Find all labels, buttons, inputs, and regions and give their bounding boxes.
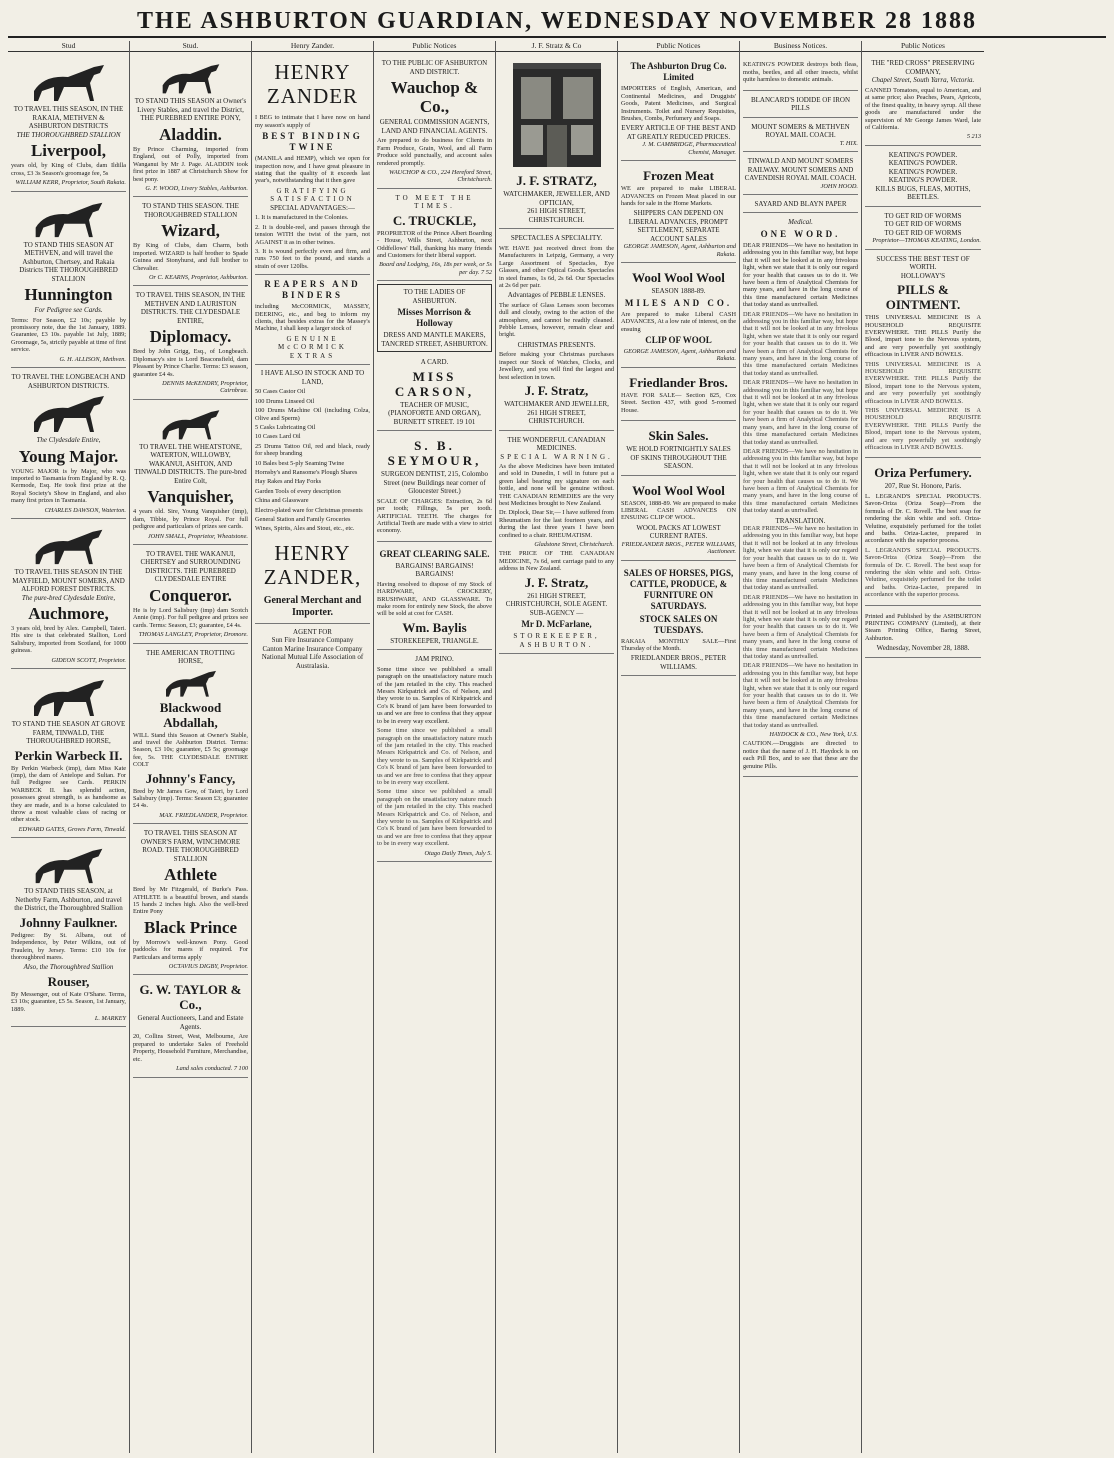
ad-mail-coach xyxy=(743,120,858,152)
ad-signature: 5 213 xyxy=(966,133,981,141)
ad-body-continued: L. LEGRAND'S SPECIAL PRODUCTS. Savon-Oriza (Oriza Soap)—From the formula of Dr. C. Rovell. The best soap for rendering the skin white and soft. Oriza-Velutine, exquisitely perfumed for the toilet and baths. Oriza-Lactee, prepared in accordance with the superior process. xyxy=(865,546,981,599)
ad-body: L. LEGRAND'S SPECIAL PRODUCTS. Savon-Oriza (Oriza Soap)—From the formula of Dr. C. Rovell. The best soap for rendering the skin white and soft. Oriza-Velutine, exquisitely perfumed for the toilet and baths. Oriza-Lactee, prepared in accordance with the superior process. xyxy=(865,492,981,545)
ad-body: WILL Stand this Season at Owner's Stable, and travel the Ashburton District. Terms: Season, £3 10s; guarantee, £5 5s; groomage fee, 5s. THE CLYDESDALE ENTIRE COLT xyxy=(133,731,248,769)
section-heading: CHRISTMAS PRESENTS. xyxy=(517,340,596,349)
ad-sub: For Pedigree see Cards. xyxy=(34,306,103,315)
stallion-name: Perkin Warbeck II. xyxy=(14,747,123,763)
firm-sub: STOREKEEPER, TRIANGLE. xyxy=(390,636,479,645)
firm-name: J. F. Stratz, xyxy=(524,383,589,398)
ad-wizard xyxy=(133,199,248,286)
ad-body: CANNED Tomatoes, equal to American, and at same price; also Peaches, Pears, Apricots, of the finest quality, in heavy syrup. All these goods are manufactured under the supervision of Mr George James Ward, late of California. xyxy=(865,86,981,131)
ad-frozen-meat xyxy=(621,163,736,263)
firm-name: C. TRUCKLE, xyxy=(392,212,477,228)
stallion-name-2: Rouser, xyxy=(47,973,90,989)
ad-signature: G. H. ALLISON, Methven. xyxy=(59,355,126,363)
divider xyxy=(255,274,370,275)
ad-signature: JOHN SMALL, Proprietor, Wheatstone. xyxy=(147,532,248,540)
ad-intro: TO TRAVEL THIS SEASON, IN THE METHVEN AND LAURISTON DISTRICTS. THE CLYDESDALE ENTIRE, xyxy=(135,291,246,325)
ad-young-major xyxy=(11,370,126,519)
ad-body: Are prepared to do business for Clients in Farm Produce, Grain, Wool, and all Farm Produce sold punctually, and account sales rendered promptly. xyxy=(377,137,492,167)
ad-body-2: by Morrow's well-known Pony. Good paddocks for mares if required. For Particulars and terms apply xyxy=(133,938,248,961)
ad-intro: THE AMERICAN TROTTING HORSE, xyxy=(146,648,235,666)
ad-signature: HAYDOCK & CO., New York, U.S. xyxy=(769,731,858,739)
divider xyxy=(255,364,370,365)
ad-wauchop xyxy=(377,56,492,188)
worms-line: TO GET RID OF WORMS xyxy=(884,220,962,229)
firm-sub: WATCHMAKER, JEWELLER, AND OPTICIAN, xyxy=(503,190,610,207)
ad-kind: The pure-bred Clydesdale Entire, xyxy=(21,593,116,602)
subagent-name: Mr D. McFarlane, xyxy=(521,619,592,630)
extras-heading: GENUINE McCORMICK EXTRAS xyxy=(277,334,347,360)
ad-signature: Proprietor—THOMAS KEATING, London. xyxy=(872,237,981,245)
ad-heading: Oriza Perfumery. xyxy=(874,465,972,481)
stock-item: China and Glassware xyxy=(255,497,309,505)
merchant-name-2: HENRY ZANDER, xyxy=(263,540,362,589)
column-heading: Public Notices xyxy=(862,41,984,52)
ad-worms xyxy=(865,209,981,250)
ad-skin-sales xyxy=(621,423,736,476)
column-public-notices-2 xyxy=(618,41,740,1453)
ad-kind: Also, the Thoroughbred Stallion xyxy=(23,963,114,972)
ad-heading: Skin Sales. xyxy=(648,428,709,444)
stallion-name: Athlete xyxy=(164,865,217,885)
price-note: THE PRICE OF THE CANADIAN MEDICINE, 7s 6d, sent carriage paid to any address in New Zealand. xyxy=(499,550,614,573)
ad-friedlander xyxy=(621,370,736,421)
stallion-name: Wizard, xyxy=(161,221,220,241)
ad-body-continued: DEAR FRIENDS—We have no hesitation in addressing you in this familiar way, but hope that it will not be looked at in any frivolous light, when we state that it is only our regard for your health that causes us to do it. We have been a firm of Analytical Chemists for many years, and have in the long course of this time manufactured certain Medicines that today stand as unrivalled. DEAR FRIENDS—We have no hesitation in addressing you in this familiar way, but hope that it will not be looked at in any frivolous light, when we state that it is only our regard for your health that causes us to do it. We have been a firm of Analytical Chemists for many years, and have in the long course of this time manufactured certain Medicines that today stand as unrivalled. DEAR FRIENDS—We have no hesitation in addressing you in this familiar way, but hope that it will not be looked at in any frivolous light, when we state that it is only our regard for your health that causes us to do it. We have been a firm of Analytical Chemists for many years, and have in the long course of this time manufactured certain Medicines that today stand as unrivalled. xyxy=(743,310,858,515)
article-source: Otago Daily Times, July 5. xyxy=(424,849,492,857)
stock-item: 5 Casks Lubricating Oil xyxy=(255,423,316,431)
stock-item: 10 Cases Lard Oil xyxy=(255,433,301,441)
ad-oriza xyxy=(865,460,981,605)
testimonial: Dr. Diplock, Dear Sir,— I have suffered from Rheumatism for the last fourteen years, and during the last three years I have been confined to a chair. RHEUMATISM. xyxy=(499,509,614,539)
dentist-sub: SURGEON DENTIST, 215, Colombo Street (new Buildings near corner of Gloucester Street.) xyxy=(380,470,488,496)
agent-item: National Mutual Life Association of Australasia. xyxy=(261,653,364,670)
stock-item: Wines, Spirits, Ales and Stout, etc., etc. xyxy=(255,525,355,533)
section-heading: Advantages of PEBBLE LENSES. xyxy=(507,291,606,300)
newspaper-title: THE ASHBURTON GUARDIAN, WEDNESDAY NOVEMBER 28 1888 xyxy=(137,8,977,34)
ad-signature: J. M. CAMBRIDGE, Pharmaceutical Chemist, Manager. xyxy=(642,141,736,156)
teacher-name: MISS CARSON, xyxy=(394,368,475,399)
ad-body: THIS UNIVERSAL MEDICINE IS A HOUSEHOLD REQUISITE EVERYWHERE. THE PILLS Purify the Blood, impart tone to the Nervous system, and are very powerfully yet soothingly efficacious in LIVER AND BOWELS. xyxy=(865,314,981,359)
ad-athlete xyxy=(133,826,248,975)
ad-body: KEATING'S POWDER destroys both fleas, moths, beetles, and all other insects, whilst quite harmless to domestic animals. xyxy=(743,61,858,84)
agent-item: Sun Fire Insurance Company xyxy=(271,636,354,645)
stallion-name: Young Major. xyxy=(18,446,119,466)
advantage-item: 1. It is manufactured in the Colonies. xyxy=(255,214,349,222)
ad-red-cross xyxy=(865,56,981,145)
ad-paper xyxy=(743,197,858,214)
ad-signature: FRIEDLANDER BROS., PETER WILLIAMS. xyxy=(630,654,727,671)
ad-liverpool xyxy=(11,56,126,191)
ad-signature: Land sales conducted. 7 100 xyxy=(176,1065,248,1073)
ad-body-2: By Messenger, out of Kate O'Shane. Terms, £3 10s; guarantee, £5 5s. Season, 1st January, 1889. xyxy=(11,990,126,1013)
ad-intro: TO TRAVEL THIS SEASON, IN THE RAKAIA, METHVEN & ASHBURTON DISTRICTS xyxy=(13,105,124,131)
stock-item: 50 Cases Castor Oil xyxy=(255,388,306,396)
ad-intro: I BEG to intimate that I have now on hand my season's supply of xyxy=(255,114,370,129)
ad-address: Chapel Street, South Yarra, Victoria. xyxy=(871,76,975,85)
masthead xyxy=(8,6,1106,38)
pony-engraving-icon xyxy=(151,61,231,95)
stallion-name: Conqueror. xyxy=(149,585,232,605)
ad-heading: Frozen Meat xyxy=(643,168,714,184)
ad-heading: MOUNT SOMERS & METHVEN ROYAL MAIL COACH. xyxy=(751,122,850,140)
ad-keating xyxy=(743,56,858,90)
ad-intro: TO STAND THIS SEASON. THE THOROUGHBRED STALLION xyxy=(142,202,239,219)
ad-signature: GIDEON SCOTT, Proprietor. xyxy=(51,656,126,664)
ad-miss-carson xyxy=(377,355,492,431)
ad-conqueror xyxy=(133,547,248,644)
ad-stratz xyxy=(499,56,614,229)
stock-heading: I HAVE ALSO IN STOCK AND TO LAND, xyxy=(260,369,365,386)
ad-body: YOUNG MAJOR is by Major, who was imported to Tasmania from England by R. Q. Kermode, Esq. He took first prize at the Royal Society's Show in England, and also many first prizes in Tasmania. xyxy=(11,467,126,505)
ad-intro: TO TRAVEL THIS SEASON IN THE MAYFIELD, MOUNT SOMERS, AND ALFORD FOREST DISTRICTS. xyxy=(12,568,125,593)
article-jam xyxy=(377,652,492,862)
ad-signature: Or C. KEARNS, Proprietor, Ashburton. xyxy=(148,273,248,281)
firm-name: Wm. Baylis xyxy=(402,619,467,635)
ad-wool-miles xyxy=(621,265,736,368)
ad-heading: TINWALD AND MOUNT SOMERS RAILWAY. MOUNT SOMERS AND CAVENDISH ROYAL MAIL COACH. xyxy=(744,157,857,183)
ad-signature: L. MARKEY xyxy=(94,1015,126,1023)
ad-auchmore xyxy=(11,521,126,669)
ad-body: Pedigree: By St. Albans, out of Independence, by Peter Wilkins, out of Fraulein, by Jersey. Terms: £10 10s for thoroughbred mares. xyxy=(11,931,126,961)
ad-address: 207, Rue St. Honore, Paris. xyxy=(884,482,962,491)
column-stud-2 xyxy=(130,41,252,1453)
ad-keating-powder xyxy=(865,148,981,207)
horse-engraving-icon xyxy=(151,407,231,441)
stock-item: 25 Drums Tattoo Oil, red and black, ready for sheep branding xyxy=(255,442,370,458)
dentist-name: S. B. SEYMOUR, xyxy=(387,438,482,469)
reapers-body: including McCORMICK, MASSEY, DEERING, etc., and beg to inform my clients, that besides extras for the Massey's Machine, I shall keep a larger stock of xyxy=(255,303,370,333)
stock-item: Electro-plated ware for Christmas presents xyxy=(255,506,363,514)
ad-spectacles xyxy=(499,231,614,430)
article-body-continued: Some time since we published a small paragraph on the unsatisfactory nature much of the jam retailed in the city. This reached Messrs Kirkpatrick and Co. of Nelson, and they wrote to us. Samples of Kirkpatrick and Co's K brand of jam have been forwarded to us and we are free to confess that they appear to be in every way excellent. Some time since we published a small paragraph on the unsatisfactory nature much of the jam retailed in the city. This reached Messrs Kirkpatrick and Co. of Nelson, and they wrote to us. Samples of Kirkpatrick and Co's K brand of jam have been forwarded to us and we are free to confess that they appear to be in every way excellent. xyxy=(377,727,492,848)
ad-body: By Prince Charming, imported from England, out of Polly, imported from Wanganui by Mr J. Page. ALADDIN took first prize in 1887 at Christchurch Show for best pony. xyxy=(133,145,248,183)
ad-misses-morrison xyxy=(377,284,492,352)
firm-name: J. F. Stratz, xyxy=(524,574,589,590)
stallion-name: Aladdin. xyxy=(159,124,222,144)
season: SEASON 1888-89. xyxy=(651,287,706,296)
ad-intro: TO THE LADIES OF ASHBURTON. xyxy=(403,288,466,305)
ad-pre: HOLLOWAY'S xyxy=(900,271,946,280)
ad-railway xyxy=(743,154,858,195)
ad-signature: CHARLES DAWSON, Waterton. xyxy=(44,506,126,514)
ad-body: years old, by King of Clubs, dam Ildilla cross, £3 3s Season's groomage fee, 5s xyxy=(11,162,126,177)
merchant-name: HENRY ZANDER xyxy=(266,60,359,109)
ad-perkin-warbeck xyxy=(11,671,126,838)
column-stud-1 xyxy=(8,41,130,1453)
horse-engraving-icon xyxy=(24,526,114,566)
firm-sub: General Auctioneers, Land and Estate Agents. xyxy=(137,1014,244,1031)
product-heading: BEST BINDING TWINE xyxy=(262,131,363,153)
ad-heading: Wool Wool Wool xyxy=(632,482,725,498)
stallion-name: Vanquisher, xyxy=(147,487,234,507)
ad-body: Terms: For Season, £2 10s; payable by promissory note, due the 1st January, 1889. Guarantee, £3 10s. payable 1st July, 1889; Groomage, 5s, strictly payable at time of first service. xyxy=(11,316,126,354)
ad-drug-company xyxy=(621,56,736,161)
keating-kills: KILLS BUGS, FLEAS, MOTHS, BEETLES. xyxy=(875,184,971,202)
section-heading: THE WONDERFUL CANADIAN MEDICINES. xyxy=(507,435,606,452)
ad-body: 4 years old. Sire, Young Vanquisher (imp), dam, Tibbie, by Prince Royal. For full pedigree and particulars of prizes see cards. xyxy=(133,508,248,531)
firm-sub: WATCHMAKER AND JEWELLER, 261 HIGH STREET, CHRISTCHURCH. xyxy=(504,400,609,425)
stallion-name: Hunnington xyxy=(24,285,113,305)
ad-johnny-faulkner xyxy=(11,840,126,1027)
ad-body: WE are prepared to make LIBERAL ADVANCES on Frozen Meat placed in our hands for sale in the Home Markets. xyxy=(621,185,736,208)
article-heading: JAM PRINO. xyxy=(415,655,454,664)
ad-intro: TO STAND THIS SEASON, at Netherby Farm, Ashburton, and travel the District, the Thoroughbred Stallion xyxy=(14,887,123,913)
ad-heading: Wool Wool Wool xyxy=(632,270,725,286)
firm-name: Friedlander Bros. xyxy=(629,374,728,390)
ad-truckle xyxy=(377,191,492,281)
ad-body-continued: THIS UNIVERSAL MEDICINE IS A HOUSEHOLD REQUISITE EVERYWHERE. THE PILLS Purify the Blood, impart tone to the Nervous system, and are very powerfully yet soothingly efficacious in LIVER AND BOWELS. THIS UNIVERSAL MEDICINE IS A HOUSEHOLD REQUISITE EVERYWHERE. THE PILLS Purify the Blood, impart tone to the Nervous system, and are very powerfully yet soothingly efficacious in LIVER AND BOWELS. xyxy=(865,360,981,452)
keating-line: KEATING'S POWDER. xyxy=(888,159,958,168)
divider xyxy=(255,623,370,624)
firm-sub: DRESS AND MANTLE MAKERS, TANCRED STREET, ASHBURTON. xyxy=(381,331,488,348)
ad-kind: The Clydesdale Entire, xyxy=(36,436,101,445)
ad-sub: SHIPPERS CAN DEPEND ON LIBERAL ADVANCES, PROMPT SETTLEMENT, SEPARATE ACCOUNT SALES xyxy=(628,209,729,243)
ad-signature: WILLIAM KERR, Proprietor, South Rakaia. xyxy=(15,179,126,187)
ad-body: Bred by John Grigg, Esq., of Longbeach. Diplomacy's sire is Lord Beaconsfield, dam Pleasant by Prince Charlie. Terms: £3 season, guarantee £4 4s. xyxy=(133,348,248,378)
firm-name: Misses Morrison & Holloway xyxy=(397,307,472,329)
firm-name: The Ashburton Drug Co. Limited xyxy=(630,61,727,83)
storefront-engraving-icon xyxy=(507,61,607,171)
ad-body: As the above Medicines have been imitated and sold in Dunedin, I will in future put a green label bearing my signature on each bottle, and none will be genuine without. THE CANADIAN REMEDIES are the very best Medicines brought to New Zealand. xyxy=(499,463,614,508)
ad-body: SCALE OF CHARGES: Extraction, 2s 6d per tooth; Fillings, 5s per tooth. ARTIFICIAL TEETH. The charges for Artificial Teeth are made with a view to strict economy. xyxy=(377,497,492,535)
imprint-text: Printed and Published by the ASHBURTON PRINTING COMPANY (Limited), at their Steam Printing Office, Baring Street, Ashburton. xyxy=(865,612,981,642)
ad-sales-saturdays xyxy=(621,563,736,677)
column-heading: Stud. xyxy=(130,41,251,52)
trotting-horse-icon xyxy=(151,668,231,698)
ad-body: (MANILA and HEMP), which we open for inspection now, and I have great pleasure in stating that the quality of it exceeds last year's, notwithstanding that it then gave xyxy=(255,155,370,185)
ad-canadian-medicines xyxy=(499,433,614,655)
column-heading: Henry Zander. xyxy=(252,41,373,52)
column-public-notices-3 xyxy=(862,41,984,1453)
ad-kind: THE THOROUGHBRED STALLION xyxy=(16,130,121,139)
ad-intro: TO TRAVEL THE WAKANUI, CHERTSEY and SURROUNDING DISTRICTS. THE PUREBRED CLYDESDALE ENTIRE xyxy=(140,549,241,584)
ad-body: RAKAIA MONTHLY SALE—First Thursday of the Month. xyxy=(621,637,736,652)
column-heading: J. F. Stratz & Co xyxy=(496,41,617,52)
ad-body: Before making your Christmas purchases inspect our Stock of Watches, Clocks, and Jewellery, and you will find the largest and best selection in town. xyxy=(499,351,614,381)
ad-heading: STOCK SALES ON TUESDAYS. xyxy=(639,613,718,635)
ad-signature: JOHN HOOD. xyxy=(820,182,858,190)
ad-holloway xyxy=(865,252,981,459)
stallion-name: Diplomacy. xyxy=(149,327,232,347)
section-heading: Medical. xyxy=(788,218,813,227)
ad-body: The surface of Glass Lenses soon becomes dull and cloudy, owing to the action of the atmosphere, and cannot be readily cleaned. Pebble Lenses, however, remain clear and bright. xyxy=(499,301,614,339)
ad-signature: EDWARD GATES, Groves Farm, Tinwald. xyxy=(18,825,126,833)
ad-signature: G. F. WOOD, Livery Stables, Ashburton. xyxy=(145,184,248,192)
ad-signature: DENNIS McKENDRY, Proprietor, Cairnbrae. xyxy=(162,380,248,395)
ad-diplomacy xyxy=(133,288,248,399)
ad-medical xyxy=(743,215,858,777)
advantage-item: 2. It is double-reel, and passes through the tension WITH the twist of the yarn, not AGAINST it as in other twines. xyxy=(255,223,370,246)
ad-body: DEAR FRIENDS—We have no hesitation in addressing you in this familiar way, but hope that it will not be looked at in any frivolous light, when we state that it is only our regard for your health that causes us to do it. We have been a firm of Analytical Chemists for many years, and have in the long course of this time manufactured certain Medicines that today stand as unrivalled. xyxy=(743,241,858,309)
ad-intro: TO TRAVEL THE LONGBEACH AND ASHBURTON DISTRICTS. xyxy=(11,373,126,390)
column-henry-zander xyxy=(252,41,374,1453)
stallion-name-2: Johnny's Fancy, xyxy=(145,770,236,786)
stock-item: 100 Drums Machine Oil (including Colza, Olive and Sperm) xyxy=(255,407,370,422)
section-heading: SPECTACLES A SPECIALITY. xyxy=(510,234,603,243)
agent-item: Canton Marine Insurance Company xyxy=(262,644,363,653)
ad-signature: WAUCHOP & CO., 224 Hereford Street, Christchurch. xyxy=(389,169,492,184)
ad-body: PROPRIETOR of the Prince Albert Boarding - House, Wills Street, Ashburton, next Oddfellows' Hall, thanking his many friends and Customers for their liberal support. xyxy=(377,229,492,260)
firm-address: 261 HIGH STREET, CHRISTCHURCH. xyxy=(527,207,586,224)
firm-name: Wauchop & Co., xyxy=(390,78,479,117)
keating-line: KEATING'S POWDER. xyxy=(888,176,958,185)
ad-aladdin xyxy=(133,56,248,197)
ad-signature: Board and Lodging, 16s, 18s per week, or 5s per day. 7 52 xyxy=(379,261,492,276)
firm-sub: GENERAL COMMISSION AGENTS, LAND AND FINANCIAL AGENTS. xyxy=(379,118,490,135)
ad-body: IMPORTERS of English, American, and Continental Medicines, and Druggists' Goods, Patent Medicines, and Surgical Instruments. Toilet and Nursery Requisites, Brushes, Combs, Perfumery and Soaps. xyxy=(621,85,736,123)
sale-heading: GREAT CLEARING SALE. xyxy=(379,548,490,559)
stallion-name: Auchmore, xyxy=(28,604,109,623)
firm-name: MILES AND CO. xyxy=(624,297,733,308)
imprint xyxy=(865,608,981,658)
keating-line: KEATING'S POWDER. xyxy=(888,150,958,159)
ad-body: HAVE FOR SALE— Section 825, Cox Street. Section 437, with good 5-roomed House. xyxy=(621,391,736,414)
testimonial-source: Gladstone Street, Christchurch. xyxy=(534,541,614,549)
stallion-name-2: Black Prince xyxy=(143,917,237,937)
stallion-name: Liverpool, xyxy=(30,141,107,161)
stock-item: Garden Tools of every description xyxy=(255,487,341,495)
advantages-heading: SPECIAL ADVANTAGES:— xyxy=(270,203,355,212)
ad-intro: A CARD. xyxy=(420,358,449,367)
column-stratz xyxy=(496,41,618,1453)
ad-tagline: SUCCESS THE BEST TEST OF WORTH. xyxy=(876,254,970,272)
ad-body: He is by Lord Salisbury (imp) dam Scotch Annie (imp). For full pedigree and prizes see cards. Terms: Season, £3; guarantee, £4 4s. xyxy=(133,606,248,629)
ad-body: WE HAVE just received direct from the Manufacturers in Leipzig, Germany, a very Large Assortment of Spectacles, Eye Glasses, and other Optical Goods. Spectacles in steel frames, 1s 6d, 2s 6d. Our Spectacles at 2s 6d per pair. xyxy=(499,244,614,289)
ad-heading: SALES OF HORSES, PIGS, CATTLE, PRODUCE, & FURNITURE ON SATURDAYS. xyxy=(623,567,734,611)
ad-wool-friedlander xyxy=(621,478,736,561)
translation-body: DEAR FRIENDS—We have no hesitation in addressing you in this familiar way, but hope that it will not be looked at in any frivolous light, when we state that it is only our regard for your health that causes us to do it. We have been a firm of Analytical Chemists for many years, and have in the long course of this time manufactured certain Medicines that today stand as unrivalled. DEAR FRIENDS—We have no hesitation in addressing you in this familiar way, but hope that it will not be looked at in any frivolous light, when we state that it is only our regard for your health that causes us to do it. We have been a firm of Analytical Chemists for many years, and have in the long course of this time manufactured certain Medicines that today stand as unrivalled. DEAR FRIENDS—We have no hesitation in addressing you in this familiar way, but hope that it will not be looked at in any frivolous light, when we state that it is only our regard for your health that causes us to do it. We have been a firm of Analytical Chemists for many years, and have in the long course of this time manufactured certain Medicines that today stand as unrivalled. xyxy=(743,525,858,729)
horse-engraving-icon xyxy=(24,61,114,103)
worms-line: TO GET RID OF WORMS xyxy=(884,211,962,220)
ad-body-2: Bred by Mr James Gow, of Taieri, by Lord Salisbury (imp). Terms: Season £3; guarantee £4 4s. xyxy=(133,787,248,810)
ad-intro: TO TRAVEL THIS SEASON AT OWNER'S FARM, WINCHMORE ROAD. THE THOROUGHBRED STALLION xyxy=(140,829,241,863)
firm-name: J. F. STRATZ, xyxy=(516,173,597,189)
stock-item: 10 Bales best 5-ply Seaming Twine xyxy=(255,459,345,467)
ad-signature: GEORGE JAMESON, Agent, Ashburton and Rakaia. xyxy=(623,243,736,258)
article-body: Some time since we published a small paragraph on the unsatisfactory nature much of the jam retailed in the city. This reached Messrs Kirkpatrick and Co. of Nelson, and they wrote to us. Samples of Kirkpatrick and Co's K brand of jam have been forwarded to us and we are free to confess that they appear to be in every way excellent. xyxy=(377,665,492,725)
translation-heading: TRANSLATION. xyxy=(775,516,826,525)
ad-sub: WOOL PACKS AT LOWEST CURRENT RATES. xyxy=(636,523,721,541)
stock-item: Hornsby's and Ransome's Plough Shares xyxy=(255,468,358,476)
firm-sub: 261 HIGH STREET, CHRISTCHURCH, SOLE AGENT. xyxy=(505,591,608,609)
ad-intro: TO STAND THIS SEASON AT METHVEN, and will travel the Ashburton, Chertsey, and Rakaia Districts THE THOROUGHBRED STALLION xyxy=(19,240,118,283)
stock-item: General Station and Family Groceries xyxy=(255,516,351,523)
ad-body: By King of Clubs, dam Charm, both imported. WIZARD is half brother to Spade Guinea and Stonyhurst, and full brother to Chevalier. xyxy=(133,242,248,272)
ad-body: 20, Collins Street, West, Melbourne, Are prepared to undertake Sales of Freehold Property, Household Furniture, Merchandise, etc. xyxy=(133,1033,248,1063)
keating-line: KEATING'S POWDER. xyxy=(888,167,958,176)
teacher-sub: TEACHER OF MUSIC, (PIANOFORTE AND ORGAN), BURNETT STREET. 19 101 xyxy=(388,400,481,426)
ad-signature: GEORGE JAMESON, Agent, Ashburton and Rakaia. xyxy=(623,348,736,363)
subagent-heading: SUB-AGENCY — xyxy=(529,608,584,617)
stallion-name: Blackwood Abdallah, xyxy=(159,699,222,730)
ad-body: By Perkin Warbeck (imp), dam Miss Kate (imp), the dam of Antelope and Sultan. For full Pedigree see Cards. PERKIN WARBECK II. has splendid action, possesses great strength, is as handsome as they are made, and is a horse calculated to throw a most valuable class of racing or other stock. xyxy=(11,764,126,824)
worms-line: TO GET RID OF WORMS xyxy=(884,228,962,237)
stock-item: Hay Rakes and Hay Forks xyxy=(255,478,322,486)
horse-engraving-icon xyxy=(24,676,114,718)
stallion-name: Johnny Faulkner. xyxy=(19,914,118,930)
firm-name: G. W. TAYLOR & Co., xyxy=(139,982,242,1013)
column-heading: Business Notices. xyxy=(740,41,861,52)
ad-body: Bred by Mr Fitzgerald, of Burke's Pass. ATHLETE is a beautiful brown, and stands 15 hands 2 inches high. Also the well-bred Entire Pony xyxy=(133,886,248,916)
column-heading: Public Notices xyxy=(374,41,495,52)
ad-body: 3 years old, bred by Alex. Campbell, Taieri. His sire is that celebrated Stallion, Lord Salisbury, imported from Scotland, for 1000 guineas. xyxy=(11,625,126,655)
ad-body: Are prepared to make Liberal CASH ADVANCES, At a low rate of interest, on the ensuing xyxy=(621,310,736,333)
column-heading: Stud xyxy=(8,41,129,52)
horse-engraving-icon xyxy=(24,392,114,434)
ad-blackwood-abdallah xyxy=(133,646,248,825)
ad-heading: ONE WORD. xyxy=(760,228,841,239)
promise-heading: GRATIFYING SATISFACTION xyxy=(270,186,355,204)
sale-sub: BARGAINS! BARGAINS! BARGAINS! xyxy=(395,561,474,579)
ad-sub: WE HOLD FORTNIGHTLY SALES OF SKINS THROUGHOUT THE SEASON. xyxy=(626,445,731,471)
ad-heading: SAYARD AND BLAYN PAPER xyxy=(754,199,847,208)
ad-heading: THE "RED CROSS" PRESERVING COMPANY, xyxy=(871,59,975,76)
clip-heading: CLIP OF WOOL xyxy=(645,335,712,345)
ad-heading: PILLS & OINTMENT. xyxy=(885,282,961,313)
horse-engraving-icon xyxy=(24,199,114,239)
ad-intro: TO STAND THIS SEASON at Owner's Livery Stables, and travel the District, THE PUREBRED ENTIRE PONY, xyxy=(134,97,247,123)
merchant-title: General Merchant and Importer. xyxy=(263,594,362,618)
ad-signature: FRIEDLANDER BROS., PETER WILLIAMS, Auctioneer. xyxy=(621,540,736,556)
ad-clearing-sale xyxy=(377,544,492,651)
ad-intro: TO TRAVEL THE WHEATSTONE, WATERTON, WILLOWBY, WAKANUI, ASHTON, AND TINWALD DISTRICTS. The pure-bred Entire Colt, xyxy=(134,442,247,485)
ad-signature: T. HIX. xyxy=(839,139,858,147)
ad-heading: BLANCARD'S IODIDE OF IRON PILLS xyxy=(750,95,851,113)
agent-heading: AGENT FOR xyxy=(293,627,332,636)
ad-body: SEASON, 1888-89. We are prepared to make LIBERAL CASH ADVANCES ON ENSUING CLIP OF WOOL. xyxy=(621,499,736,522)
section-sub: SPECIAL WARNING. xyxy=(500,452,613,461)
subagent-sub: STOREKEEPER, ASHBURTON. xyxy=(513,632,600,649)
ad-signature: THOMAS LANGLEY, Proprietor, Dromore. xyxy=(138,631,248,639)
caution-note: CAUTION.—Druggists are directed to notice that the name of J. H. Haydock is on each Pill Box, and to see that these are the genuine Pills. xyxy=(743,740,858,770)
imprint-date: Wednesday, November 28, 1888. xyxy=(876,644,970,653)
ad-sub: EVERY ARTICLE OF THE BEST AND AT GREATLY REDUCED PRICES. xyxy=(621,124,736,141)
reapers-heading: REAPERS AND BINDERS xyxy=(264,279,361,301)
column-public-notices-1 xyxy=(374,41,496,1453)
ad-body: Having resolved to dispose of my Stock of HARDWARE, CROCKERY, BRUSHWARE, AND GLASSWARE. To make room for entirely new Stock, the above will be sold at cost for CASH. xyxy=(377,580,492,618)
ad-intro: TO MEET THE TIMES. xyxy=(395,193,474,211)
ad-intro: TO THE PUBLIC OF ASHBURTON AND DISTRICT. xyxy=(381,59,488,76)
ad-seymour xyxy=(377,433,492,542)
ad-signature: MAX. FRIEDLANDER, Proprietor. xyxy=(159,811,248,819)
ad-intro: TO STAND THE SEASON AT GROVE FARM, TINWALD, THE THOROUGHBRED HORSE, xyxy=(11,720,126,746)
stock-item: 100 Drums Linseed Oil xyxy=(255,397,315,405)
ad-taylor xyxy=(133,977,248,1077)
columns xyxy=(8,41,1106,1453)
ad-huntington xyxy=(11,194,126,368)
ad-iodine xyxy=(743,93,858,118)
column-business-notices xyxy=(740,41,862,1453)
ad-vanquisher xyxy=(133,402,248,545)
horse-engraving-icon xyxy=(24,845,114,885)
ad-signature: OCTAVIUS DIGBY, Proprietor. xyxy=(168,963,248,971)
column-heading: Public Notices xyxy=(618,41,739,52)
advantage-item: 3. It is wound perfectly even and firm, and runs 750 feet to the pound, and stands a strain of over 120lbs. xyxy=(255,247,370,270)
